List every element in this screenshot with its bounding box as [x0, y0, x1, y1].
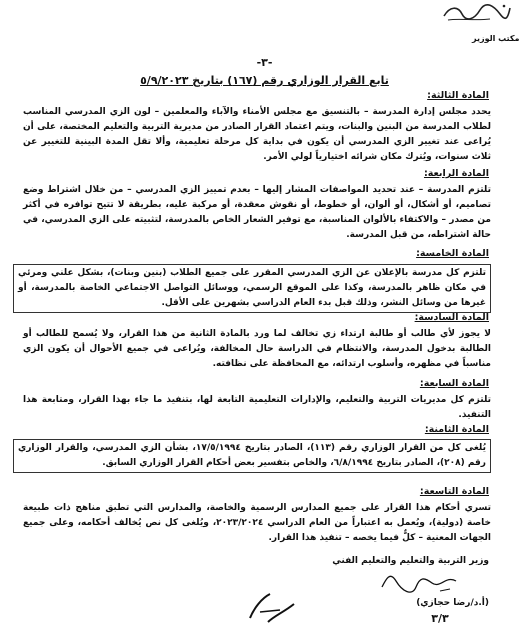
ministry-seal-logo	[440, 2, 512, 24]
handwritten-signature	[380, 573, 460, 595]
article-7-body	[23, 393, 491, 423]
signatory-title: وزير التربية والتعليم والتعليم الفني	[332, 556, 489, 566]
article-6-heading: المادة السادسة:	[414, 312, 489, 323]
signatory-name: (أ.د/رضا حجازي)	[416, 598, 489, 608]
article-5-body	[13, 264, 491, 313]
article-4-body	[23, 183, 491, 243]
page-number: -٣-	[256, 56, 273, 69]
article-8-text: يُلغى كل من القرار الوزاري رقم (١١٣)، الصادر بتاريخ ١٧/٥/١٩٩٤، بشأن الزي المدرسي، والقرار الوزاري رقم (٢٠٨)، الصادر بتاريخ ٦/٨/١٩٩٤، والخاص بتفسير بعض أحكام القرار الوزاري السابق.	[18, 443, 486, 468]
article-8-heading: المادة الثامنة:	[424, 424, 489, 435]
article-8-body	[13, 439, 491, 473]
handwritten-page-mark	[240, 588, 300, 628]
article-4-text: تلتزم المدرسة – عند تحديد المواصفات المشار إليها – بعدم تمييز الزي المدرسي – من خلال اشتراط وضع تصاميم، أو أشكال، أو ألوان، أو خطوط، أو نقوش معقدة، أو مركبة عليه، بطريقة لا تتيح توافره في أكثر من مصدر – والاكتفاء بالألوان المناسبة، مع توفير الشعار الخاص بالمدرسة، لتثبيته على الزي المدرسي، في حالة اشتراطه، من قبل المدرسة.	[23, 185, 491, 240]
article-7-heading: المادة السابعة:	[419, 378, 489, 389]
article-9-text: تسري أحكام هذا القرار على جميع المدارس الرسمية والخاصة، والمدارس التي تطبق مناهج ذات طبيعة خاصة (دولية)، ويُعمل به اعتباراً من العام الدراسي ٢٠٢٣/٢٠٢٤، ويُلغى كل نص يُخالف أحكامه، وعلى جميع الجهات المعنية – كلٌّ فيما يخصه – تنفيذ هذا القرار.	[23, 503, 492, 543]
article-5-text: تلتزم كل مدرسة بالإعلان عن الزي المدرسي المقرر على جميع الطلاب (بنين وبنات)، بشكل علني ومرئي في مكان ظاهر بالمدرسة، وكذا على الموقع الرسمي، ووسائل التواصل الاجتماعي الخاصة بالمدرسة، أو غيرها من وسائل النشر، وذلك قبل بدء العام الدراسي بشهرين على الأقل.	[18, 268, 486, 308]
document-title: تابع القرار الوزاري رقم (١٦٧) بتاريخ ٥/٩/٢٠٢٣	[140, 74, 389, 87]
footer-page-mark	[380, 606, 500, 630]
article-3-body	[23, 105, 491, 165]
article-3-heading: المادة الثالثة:	[427, 90, 489, 101]
article-9-heading: المادة التاسعة:	[419, 486, 489, 497]
article-4-heading: المادة الرابعة:	[423, 168, 489, 179]
article-7-text: تلتزم كل مديريات التربية والتعليم، والإدارات التعليمية التابعة لها، بتنفيذ ما جاء بهذا القرار، ومتابعة هذا التنفيذ.	[23, 395, 491, 420]
article-9-body	[23, 501, 491, 546]
article-6-body	[23, 327, 491, 372]
footer-page-mark-text: ٣/٣	[431, 612, 449, 625]
article-6-text: لا يجوز لأي طالب أو طالبة ارتداء زي تخالف لما ورد بالمادة الثانية من هذا القرار، ولا يُسمح للطالب أو الطالبة بدخول المدرسة، والانتظام في الدراسة حال المخالفة، ويُراعى في جميع الأحوال أن يكون الزي مناسباً في مظهره، وأسلوب ارتدائه، مع المحافظة على نظافته.	[23, 329, 491, 369]
office-label: مكتب الوزير	[472, 34, 520, 43]
article-3-text: يحدد مجلس إدارة المدرسة – بالتنسيق مع مجلس الأمناء والآباء والمعلمين – لون الزي المدرسي المناسب لطلاب المدرسة من البنين والبنات، ويتم اعتماد القرار الصادر من مديرية التربية والتعليم المختصة، على أن يُراعى عند تغيير الزي المدرسي أن يكون في بداية كل مرحلة تعليمية، وألا تقل المدة البينية للتغيير عن ثلاث سنوات، ويُترك مكان شرائه اختيارياً لولي الأمر.	[23, 107, 491, 162]
article-5-heading: المادة الخامسة:	[416, 248, 489, 259]
